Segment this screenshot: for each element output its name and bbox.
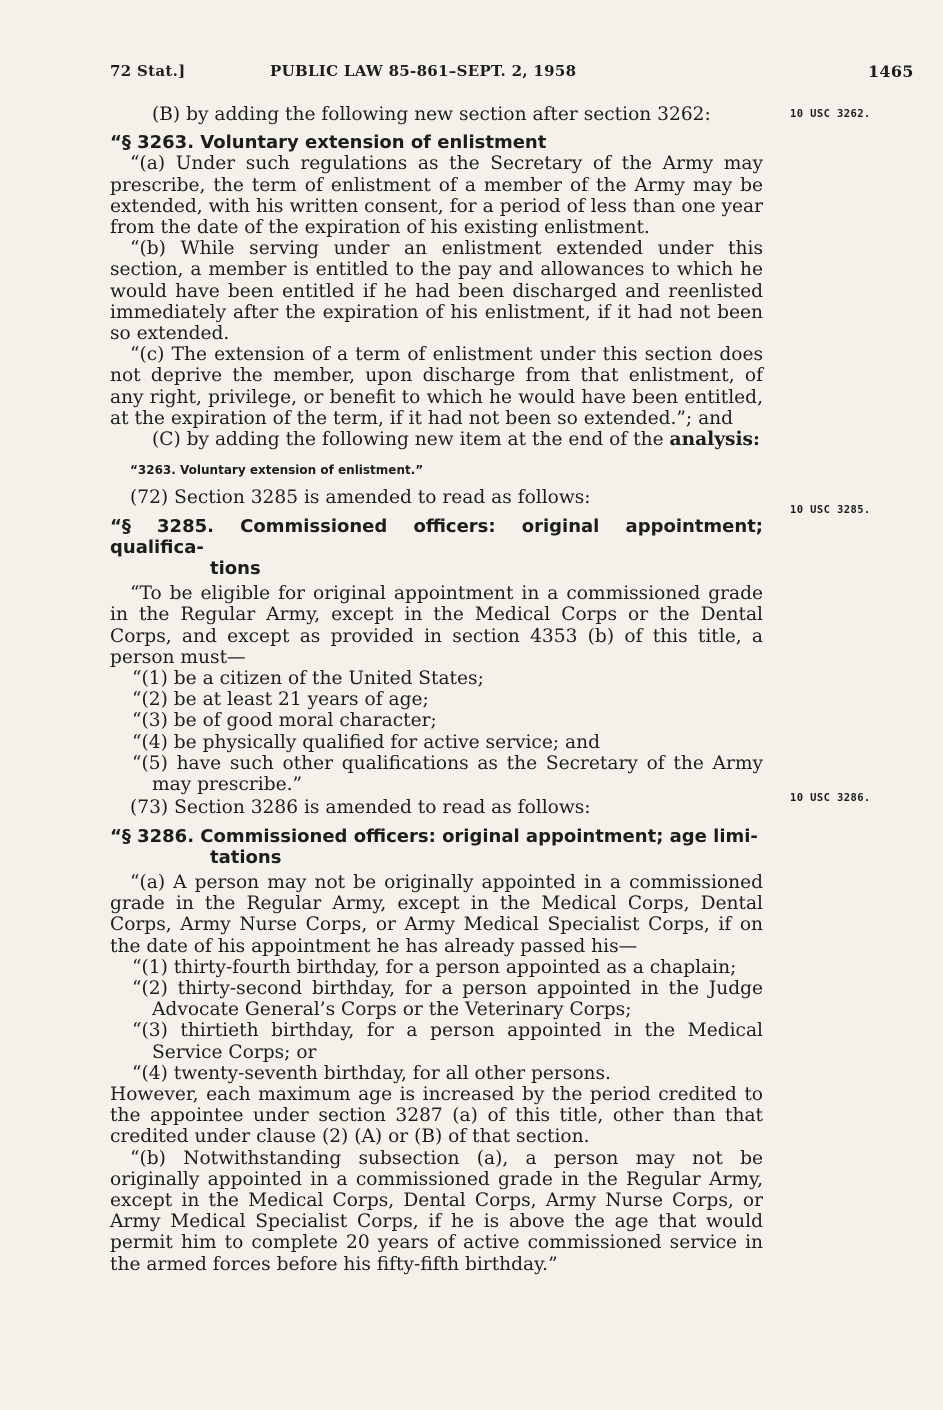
section-3286-clause-3: “(3) thirtieth birthday, for a person appointed in the Medical Service Corps; or (132, 1020, 763, 1063)
section-3285-clause-4: “(4) be physically qualified for active service; and (132, 731, 600, 753)
amendment-72: (72) Section 3285 is amended to read as follows: (130, 487, 591, 509)
section-3286-heading-line1: “§ 3286. Commissioned officers: original appointment; age limi- (110, 825, 758, 847)
section-3285-heading (110, 516, 763, 580)
section-3285-heading-line2: tions (210, 558, 261, 580)
section-3286-a: “(a) A person may not be originally appointed in a commissioned grade in the Regular Army, except in the Medical Corps, Dental Corps, Army Nurse Corps, or Army Medical Specialist Corps, if on the date of his appointment he has already passed his— (110, 871, 763, 957)
section-3286-however: However, each maximum age is increased by the period credited to the appointee under section 3287 (a) of this title, other than that credited under clause (2) (A) or (B) of that section. (110, 1083, 763, 1148)
section-3286-heading (110, 826, 763, 868)
amendment-c-intro (110, 429, 763, 450)
section-3263-b: “(b) While serving under an enlistment extended under this section, a member is entitled to the pay and allowances to which he would have been entitled if he had been discharged and reenlisted immediately after the expiration of his enlistment, if it had not been so extended. (110, 238, 763, 345)
analysis-item: “3263. Voluntary extension of enlistment.” (130, 463, 424, 478)
section-3285-clause-1: “(1) be a citizen of the United States; (132, 668, 484, 690)
margin-note-3286: 10 USC 3286. (790, 792, 871, 804)
body-text (110, 104, 763, 1275)
section-3286-clause-4: “(4) twenty-seventh birthday, for all other persons. (132, 1062, 611, 1084)
section-3263-c: “(c) The extension of a term of enlistment under this section does not deprive the member, upon discharge from that enlistment, of any right, privilege, or benefit to which he would have been entitled, at the expiration of the term, if it had not been so extended.”; and (110, 344, 763, 429)
margin-note-3285: 10 USC 3285. (790, 504, 871, 516)
section-3285-clause-2: “(2) be at least 21 years of age; (132, 689, 429, 711)
margin-note-3262: 10 USC 3262. (790, 108, 871, 120)
section-3285-clause-5: “(5) have such other qualifications as the Secretary of the Army may prescribe.” (132, 752, 763, 796)
amendment-b-intro: (B) by adding the following new section after section 3262: (152, 104, 711, 125)
statute-volume: 72 Stat.] (110, 62, 186, 80)
section-3263-a: “(a) Under such regulations as the Secretary of the Army may prescribe, the term of enlistment of a member of the Army may be extended, with his written consent, for a period of less than one year from the date of the expiration of his existing enlistment. (110, 153, 763, 239)
section-3286-clause-2: “(2) thirty-second birthday, for a person appointed in the Judge Advocate General’s Corps or the Veterinary Corps; (132, 977, 763, 1021)
amendment-c-text: (C) by adding the following new item at the end of the (152, 429, 664, 451)
analysis-word: analysis: (669, 429, 760, 451)
section-3286-clause-1: “(1) thirty-fourth birthday, for a person appointed as a chaplain; (132, 956, 737, 978)
section-3286-b: “(b) Notwithstanding subsection (a), a person may not be originally appointed in a commissioned grade in the Regular Army, except in the Medical Corps, Dental Corps, Army Nurse Corps, or Army Medical Specialist Corps, if he is above the age that would permit him to complete 20 years of active commissioned service in the armed forces before his fifty-fifth birthday.” (110, 1147, 763, 1275)
amendment-73: (73) Section 3286 is amended to read as follows: (130, 797, 591, 819)
section-3285-intro: “To be eligible for original appointment in a commissioned grade in the Regular Army, except in the Medical Corps or the Dental Corps, and except as provided in section 4353 (b) of this title, a person must— (110, 583, 763, 668)
section-3263-heading: “§ 3263. Voluntary extension of enlistment (110, 132, 547, 154)
page-number: 1465 (868, 62, 914, 81)
section-3285-heading-line1: “§ 3285. Commissioned officers: original appointment; qualifica- (110, 515, 763, 558)
section-3285-clause-3: “(3) be of good moral character; (132, 710, 437, 732)
running-head: PUBLIC LAW 85-861–SEPT. 2, 1958 (270, 62, 577, 80)
section-3286-heading-line2: tations (210, 846, 282, 868)
